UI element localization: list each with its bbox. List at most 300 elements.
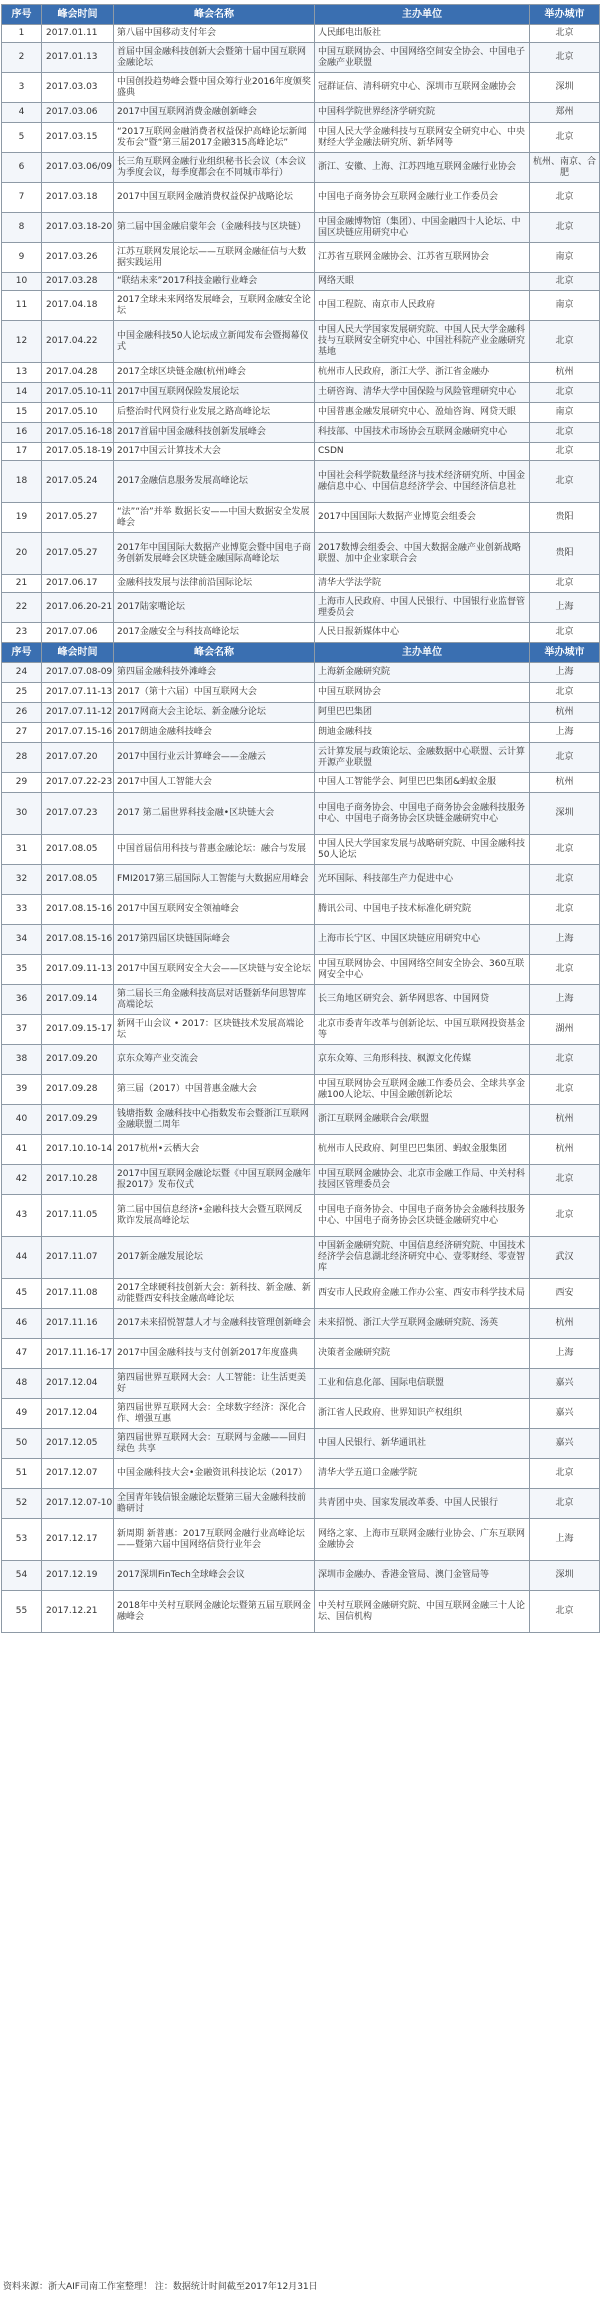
header-name: 峰会名称: [114, 643, 315, 663]
cell-date: 2017.03.06/09: [42, 153, 114, 183]
cell-host: 云计算发展与政策论坛、金融数据中心联盟、云计算开源产业联盟: [315, 743, 530, 773]
cell-host: 江苏省互联网金融协会、江苏省互联网协会: [315, 243, 530, 273]
cell-host: 中国金融博物馆（集团）、中国金融四十人论坛、中国区块链应用研究中心: [315, 213, 530, 243]
cell-host: 2017数博会组委会、中国大数据金融产业创新战略联盟、加中企业家联合会: [315, 533, 530, 575]
cell-date: 2017.03.18-20: [42, 213, 114, 243]
cell-city: 南京: [530, 403, 600, 423]
cell-no: 1: [2, 25, 42, 43]
cell-host: 杭州市人民政府，浙江大学、浙江省金融办: [315, 363, 530, 383]
cell-name: 2017中国人工智能大会: [114, 773, 315, 793]
cell-city: 北京: [530, 25, 600, 43]
cell-name: 第二届长三角金融科技高层对话暨新华问思智库高端论坛: [114, 985, 315, 1015]
cell-no: 35: [2, 955, 42, 985]
cell-name: 2017新金融发展论坛: [114, 1237, 315, 1279]
cell-date: 2017.07.11-12: [42, 703, 114, 723]
cell-city: 上海: [530, 1519, 600, 1561]
cell-city: 深圳: [530, 73, 600, 103]
cell-host: CSDN: [315, 443, 530, 461]
cell-date: 2017.03.26: [42, 243, 114, 273]
cell-no: 11: [2, 291, 42, 321]
cell-date: 2017.07.20: [42, 743, 114, 773]
cell-city: 北京: [530, 865, 600, 895]
table-row: [2, 1135, 600, 1165]
cell-city: 杭州: [530, 1135, 600, 1165]
cell-city: 杭州: [530, 703, 600, 723]
table-row: [2, 835, 600, 865]
cell-no: 27: [2, 723, 42, 743]
table-row: [2, 1399, 600, 1429]
cell-no: 22: [2, 593, 42, 623]
header-host: 主办单位: [315, 643, 530, 663]
cell-no: 16: [2, 423, 42, 443]
cell-name: 京东众筹产业交流会: [114, 1045, 315, 1075]
table-row: [2, 925, 600, 955]
cell-name: 中国首届信用科技与普惠金融论坛：融合与发展: [114, 835, 315, 865]
cell-no: 48: [2, 1369, 42, 1399]
cell-name: 首届中国金融科技创新大会暨第十届中国互联网金融论坛: [114, 43, 315, 73]
cell-city: 上海: [530, 593, 600, 623]
cell-host: 冠群证信、清科研究中心、深圳市互联网金融协会: [315, 73, 530, 103]
cell-city: 武汉: [530, 1237, 600, 1279]
cell-name: 2017中国互联网安全大会——区块链与安全论坛: [114, 955, 315, 985]
cell-date: 2017.06.20-21: [42, 593, 114, 623]
cell-no: 14: [2, 383, 42, 403]
table-row: [2, 1561, 600, 1591]
cell-name: “法”“治”并举 数据长安——中国大数据安全发展峰会: [114, 503, 315, 533]
table-row: [2, 1075, 600, 1105]
cell-no: 45: [2, 1279, 42, 1309]
cell-date: 2017.09.11-13: [42, 955, 114, 985]
cell-date: 2017.05.10: [42, 403, 114, 423]
cell-name: 2017 第二届世界科技金融•区块链大会: [114, 793, 315, 835]
table-row: [2, 743, 600, 773]
cell-host: 中国普惠金融发展研究中心、盈灿咨询、网贷天眼: [315, 403, 530, 423]
header-city: 举办城市: [530, 643, 600, 663]
cell-host: 中国电子商务协会互联网金融行业工作委员会: [315, 183, 530, 213]
cell-no: 40: [2, 1105, 42, 1135]
table-row: [2, 793, 600, 835]
cell-name: 2017陆家嘴论坛: [114, 593, 315, 623]
table-row: [2, 461, 600, 503]
cell-name: 2017中国互联网金融消费权益保护战略论坛: [114, 183, 315, 213]
cell-host: 朗迪金融科技: [315, 723, 530, 743]
cell-no: 54: [2, 1561, 42, 1591]
table-row: [2, 123, 600, 153]
table-row: [2, 73, 600, 103]
cell-date: 2017.08.05: [42, 835, 114, 865]
cell-name: 2017未来招悦智慧人才与金融科技管理创新峰会: [114, 1309, 315, 1339]
table-row: [2, 183, 600, 213]
cell-name: 2017年中国国际大数据产业博览会暨中国电子商务创新发展峰会区块链金融国际高峰论坛: [114, 533, 315, 575]
cell-date: 2017.05.18-19: [42, 443, 114, 461]
cell-city: 郑州: [530, 103, 600, 123]
cell-city: 杭州: [530, 1309, 600, 1339]
cell-date: 2017.07.15-16: [42, 723, 114, 743]
cell-no: 18: [2, 461, 42, 503]
table-row: [2, 1591, 600, 1633]
cell-city: 北京: [530, 1591, 600, 1633]
cell-name: 2017杭州•云栖大会: [114, 1135, 315, 1165]
cell-city: 嘉兴: [530, 1399, 600, 1429]
cell-no: 21: [2, 575, 42, 593]
cell-no: 46: [2, 1309, 42, 1339]
cell-date: 2017.09.14: [42, 985, 114, 1015]
cell-date: 2017.12.05: [42, 1429, 114, 1459]
cell-city: 北京: [530, 1489, 600, 1519]
cell-host: 未来招悦、浙江大学互联网金融研究院、汤英: [315, 1309, 530, 1339]
table-row: [2, 153, 600, 183]
table-row: [2, 1237, 600, 1279]
cell-name: 2017深圳FinTech全球峰会会议: [114, 1561, 315, 1591]
cell-date: 2017.11.05: [42, 1195, 114, 1237]
cell-date: 2017.11.16: [42, 1309, 114, 1339]
cell-no: 36: [2, 985, 42, 1015]
cell-name: 第二届中国信息经济•金融科技大会暨互联网反欺诈发展高峰论坛: [114, 1195, 315, 1237]
summit-table: [1, 4, 600, 1633]
cell-name: 2017全球未来网络发展峰会，互联网金融安全论坛: [114, 291, 315, 321]
cell-city: 北京: [530, 461, 600, 503]
cell-host: 2017中国国际大数据产业博览会组委会: [315, 503, 530, 533]
cell-no: 51: [2, 1459, 42, 1489]
header-date: 峰会时间: [42, 643, 114, 663]
cell-name: 第三届（2017）中国普惠金融大会: [114, 1075, 315, 1105]
cell-name: 后整治时代网贷行业发展之路高峰论坛: [114, 403, 315, 423]
cell-host: 清华大学法学院: [315, 575, 530, 593]
cell-host: 浙江省人民政府、世界知识产权组织: [315, 1399, 530, 1429]
cell-date: 2017.12.21: [42, 1591, 114, 1633]
table-row: [2, 1165, 600, 1195]
cell-host: 北京市委青年改革与创新论坛、中国互联网投资基金等: [315, 1015, 530, 1045]
cell-date: 2017.09.15-17: [42, 1015, 114, 1045]
cell-name: 2017金融安全与科技高峰论坛: [114, 623, 315, 643]
header-date: 峰会时间: [42, 5, 114, 25]
table-row: [2, 503, 600, 533]
cell-host: 中关村互联网金融研究院、中国互联网金融三十人论坛、国信机构: [315, 1591, 530, 1633]
cell-host: 中国互联网协会互联网金融工作委员会、全球共享金融100人论坛、中国金融创新论坛: [315, 1075, 530, 1105]
cell-date: 2017.08.15-16: [42, 895, 114, 925]
cell-city: 北京: [530, 683, 600, 703]
cell-host: 土研咨询、清华大学中国保险与风险管理研究中心: [315, 383, 530, 403]
cell-name: 第四届金融科技外滩峰会: [114, 663, 315, 683]
cell-host: 中国电子商务协会、中国电子商务协会金融科技服务中心、中国电子商务协会区块链金融研究中心: [315, 793, 530, 835]
table-row: [2, 985, 600, 1015]
cell-date: 2017.10.10-14: [42, 1135, 114, 1165]
cell-city: 北京: [530, 123, 600, 153]
cell-name: 新周期 新普惠：2017互联网金融行业高峰论坛——暨第六届中国网络信贷行业年会: [114, 1519, 315, 1561]
cell-name: 2017中国互联网金融论坛暨《中国互联网金融年报2017》发布仪式: [114, 1165, 315, 1195]
table-row: [2, 865, 600, 895]
table-row: [2, 1369, 600, 1399]
cell-name: 第二届中国金融启蒙年会（金融科技与区块链）: [114, 213, 315, 243]
cell-host: 中国互联网协会、中国网络空间安全协会、360互联网安全中心: [315, 955, 530, 985]
cell-host: 中国互联网协会: [315, 683, 530, 703]
table-row: [2, 443, 600, 461]
cell-host: 深圳市金融办、香港金管局、澳门金管局等: [315, 1561, 530, 1591]
cell-no: 31: [2, 835, 42, 865]
cell-date: 2017.12.19: [42, 1561, 114, 1591]
cell-host: 腾讯公司、中国电子技术标准化研究院: [315, 895, 530, 925]
table-row: [2, 593, 600, 623]
cell-no: 28: [2, 743, 42, 773]
cell-name: 钱塘指数 金融科技中心指数发布会暨浙江互联网金融联盟二周年: [114, 1105, 315, 1135]
cell-no: 53: [2, 1519, 42, 1561]
cell-date: 2017.11.08: [42, 1279, 114, 1309]
cell-date: 2017.04.18: [42, 291, 114, 321]
cell-name: 2017金融信息服务发展高峰论坛: [114, 461, 315, 503]
cell-no: 10: [2, 273, 42, 291]
table-row: [2, 1015, 600, 1045]
cell-no: 39: [2, 1075, 42, 1105]
source-note: 资料来源：浙大AIF司南工作室整理！ 注：数据统计时间截至2017年12月31日: [3, 2282, 318, 2292]
cell-date: 2017.05.24: [42, 461, 114, 503]
header-no: 序号: [2, 5, 42, 25]
table-row: [2, 43, 600, 73]
table-header-row: [2, 5, 600, 25]
cell-no: 33: [2, 895, 42, 925]
cell-no: 5: [2, 123, 42, 153]
cell-name: 新网干山会议 • 2017：区块链技术发展高端论坛: [114, 1015, 315, 1045]
header-city: 举办城市: [530, 5, 600, 25]
cell-no: 7: [2, 183, 42, 213]
cell-no: 25: [2, 683, 42, 703]
table-row: [2, 683, 600, 703]
cell-city: 杭州: [530, 363, 600, 383]
table-row: [2, 723, 600, 743]
cell-host: 京东众筹、三角形科技、枫源文化传媒: [315, 1045, 530, 1075]
cell-no: 12: [2, 321, 42, 363]
cell-name: 2017全球区块链金融(杭州)峰会: [114, 363, 315, 383]
table-row: [2, 25, 600, 43]
cell-date: 2017.03.03: [42, 73, 114, 103]
table-row: [2, 1279, 600, 1309]
cell-city: 杭州、南京、合肥: [530, 153, 600, 183]
cell-city: 湖州: [530, 1015, 600, 1045]
cell-city: 北京: [530, 273, 600, 291]
cell-name: 全国青年钱信银金融论坛暨第三届大金融科技前瞻研讨: [114, 1489, 315, 1519]
cell-city: 北京: [530, 443, 600, 461]
cell-host: 中国人工智能学会、阿里巴巴集团&蚂蚁金服: [315, 773, 530, 793]
cell-no: 9: [2, 243, 42, 273]
cell-date: 2017.09.20: [42, 1045, 114, 1075]
table-row: [2, 423, 600, 443]
table-row: [2, 321, 600, 363]
cell-name: 2017网商大会主论坛、新金融分论坛: [114, 703, 315, 723]
cell-name: 2017中国行业云计算峰会——金融云: [114, 743, 315, 773]
cell-host: 中国电子商务协会、中国电子商务协会金融科技服务中心、中国电子商务协会区块链金融研究中心: [315, 1195, 530, 1237]
cell-city: 北京: [530, 623, 600, 643]
cell-host: 人民日报新媒体中心: [315, 623, 530, 643]
table-row: [2, 703, 600, 723]
cell-name: 长三角互联网金融行业组织秘书长会议（本会议为季度会议，每季度都会在不同城市举行）: [114, 153, 315, 183]
cell-no: 23: [2, 623, 42, 643]
cell-date: 2017.07.11-13: [42, 683, 114, 703]
cell-date: 2017.07.06: [42, 623, 114, 643]
cell-host: 网络天眼: [315, 273, 530, 291]
cell-date: 2017.05.27: [42, 533, 114, 575]
cell-name: 金融科技发展与法律前沿国际论坛: [114, 575, 315, 593]
cell-city: 北京: [530, 183, 600, 213]
cell-name: 中国金融科技大会•金融资讯科技论坛（2017）: [114, 1459, 315, 1489]
table-row: [2, 243, 600, 273]
cell-date: 2017.09.29: [42, 1105, 114, 1135]
cell-name: 2017中国互联网消费金融创新峰会: [114, 103, 315, 123]
cell-host: 上海新金融研究院: [315, 663, 530, 683]
table-row: [2, 1519, 600, 1561]
cell-host: 共青团中央、国家发展改革委、中国人民银行: [315, 1489, 530, 1519]
cell-host: 中国互联网金融协会、北京市金融工作局、中关村科技园区管理委员会: [315, 1165, 530, 1195]
cell-name: 2017第四届区块链国际峰会: [114, 925, 315, 955]
cell-city: 南京: [530, 243, 600, 273]
cell-no: 50: [2, 1429, 42, 1459]
cell-host: 网络之家、上海市互联网金融行业协会、广东互联网金融协会: [315, 1519, 530, 1561]
cell-name: 2017中国互联网安全领袖峰会: [114, 895, 315, 925]
cell-date: 2017.03.28: [42, 273, 114, 291]
cell-name: 中国创投趋势峰会暨中国众筹行业2016年度颁奖盛典: [114, 73, 315, 103]
cell-name: 2017中国云计算技术大会: [114, 443, 315, 461]
cell-host: 中国互联网协会、中国网络空间安全协会、中国电子金融产业联盟: [315, 43, 530, 73]
cell-no: 49: [2, 1399, 42, 1429]
table-row: [2, 895, 600, 925]
cell-date: 2017.10.28: [42, 1165, 114, 1195]
table-row: [2, 1045, 600, 1075]
cell-no: 29: [2, 773, 42, 793]
cell-host: 清华大学五道口金融学院: [315, 1459, 530, 1489]
cell-city: 深圳: [530, 793, 600, 835]
cell-no: 19: [2, 503, 42, 533]
cell-date: 2017.12.07-10: [42, 1489, 114, 1519]
cell-host: 中国人民银行、新华通讯社: [315, 1429, 530, 1459]
cell-city: 嘉兴: [530, 1369, 600, 1399]
cell-no: 26: [2, 703, 42, 723]
cell-date: 2017.12.07: [42, 1459, 114, 1489]
cell-no: 20: [2, 533, 42, 575]
cell-no: 38: [2, 1045, 42, 1075]
cell-date: 2017.12.04: [42, 1399, 114, 1429]
cell-name: 2017中国互联网保险发展论坛: [114, 383, 315, 403]
cell-date: 2017.07.08-09: [42, 663, 114, 683]
cell-host: 长三角地区研究会、新华网思客、中国网贷: [315, 985, 530, 1015]
cell-date: 2017.07.22-23: [42, 773, 114, 793]
table-row: [2, 533, 600, 575]
cell-date: 2017.03.06: [42, 103, 114, 123]
cell-city: 嘉兴: [530, 1429, 600, 1459]
cell-city: 北京: [530, 835, 600, 865]
cell-host: 中国人民大学金融科技与互联网安全研究中心、中央财经大学金融法研究所、新华网等: [315, 123, 530, 153]
cell-no: 13: [2, 363, 42, 383]
cell-host: 中国人民大学国家发展研究院、中国人民大学金融科技与互联网安全研究中心、中国社科院产业金融研究基地: [315, 321, 530, 363]
cell-name: “2017互联网金融消费者权益保护高峰论坛新闻发布会”暨“第三届2017金融315高峰论坛”: [114, 123, 315, 153]
cell-host: 科技部、中国技术市场协会互联网金融研究中心: [315, 423, 530, 443]
cell-city: 西安: [530, 1279, 600, 1309]
cell-name: 2017朗迪金融科技峰会: [114, 723, 315, 743]
cell-city: 上海: [530, 1339, 600, 1369]
table-row: [2, 1459, 600, 1489]
cell-city: 贵阳: [530, 503, 600, 533]
cell-no: 52: [2, 1489, 42, 1519]
cell-date: 2017.03.15: [42, 123, 114, 153]
cell-date: 2017.04.22: [42, 321, 114, 363]
table-row: [2, 403, 600, 423]
cell-host: 杭州市人民政府、阿里巴巴集团、蚂蚁金服集团: [315, 1135, 530, 1165]
cell-name: 2018年中关村互联网金融论坛暨第五届互联网金融峰会: [114, 1591, 315, 1633]
cell-city: 深圳: [530, 1561, 600, 1591]
cell-date: 2017.08.15-16: [42, 925, 114, 955]
cell-host: 工业和信息化部、国际电信联盟: [315, 1369, 530, 1399]
cell-date: 2017.09.28: [42, 1075, 114, 1105]
cell-city: 上海: [530, 723, 600, 743]
cell-name: 中国金融科技50人论坛成立新闻发布会暨揭幕仪式: [114, 321, 315, 363]
cell-no: 44: [2, 1237, 42, 1279]
cell-date: 2017.07.23: [42, 793, 114, 835]
cell-date: 2017.05.16-18: [42, 423, 114, 443]
cell-no: 55: [2, 1591, 42, 1633]
cell-host: 阿里巴巴集团: [315, 703, 530, 723]
cell-host: 上海市长宁区、中国区块链应用研究中心: [315, 925, 530, 955]
cell-name: 第四届世界互联网大会：人工智能：让生活更美好: [114, 1369, 315, 1399]
cell-name: 2017（第十六届）中国互联网大会: [114, 683, 315, 703]
cell-no: 34: [2, 925, 42, 955]
cell-no: 37: [2, 1015, 42, 1045]
cell-date: 2017.06.17: [42, 575, 114, 593]
header-name: 峰会名称: [114, 5, 315, 25]
cell-city: 杭州: [530, 1105, 600, 1135]
cell-host: 浙江、安徽、上海、江苏四地互联网金融行业协会: [315, 153, 530, 183]
table-row: [2, 273, 600, 291]
cell-city: 北京: [530, 895, 600, 925]
cell-city: 贵阳: [530, 533, 600, 575]
cell-date: 2017.08.05: [42, 865, 114, 895]
cell-city: 北京: [530, 1165, 600, 1195]
header-no: 序号: [2, 643, 42, 663]
cell-date: 2017.05.27: [42, 503, 114, 533]
table-row: [2, 383, 600, 403]
table-row: [2, 1195, 600, 1237]
cell-date: 2017.03.18: [42, 183, 114, 213]
cell-city: 北京: [530, 1195, 600, 1237]
cell-city: 杭州: [530, 773, 600, 793]
cell-city: 上海: [530, 985, 600, 1015]
cell-name: 第八届中国移动支付年会: [114, 25, 315, 43]
cell-no: 41: [2, 1135, 42, 1165]
cell-host: 中国人民大学国家发展与战略研究院、中国金融科技50人论坛: [315, 835, 530, 865]
cell-city: 北京: [530, 575, 600, 593]
cell-host: 浙江互联网金融联合会/联盟: [315, 1105, 530, 1135]
cell-no: 24: [2, 663, 42, 683]
cell-city: 北京: [530, 743, 600, 773]
cell-city: 北京: [530, 43, 600, 73]
table-row: [2, 1489, 600, 1519]
cell-host: 中国社会科学院数量经济与技术经济研究所、中国金融信息中心、中国信息经济学会、中国经济信息社: [315, 461, 530, 503]
cell-no: 47: [2, 1339, 42, 1369]
cell-name: 第四届世界互联网大会：互联网与金融——回归 绿色 共享: [114, 1429, 315, 1459]
cell-city: 北京: [530, 383, 600, 403]
cell-city: 南京: [530, 291, 600, 321]
table-header-row: [2, 643, 600, 663]
cell-date: 2017.11.07: [42, 1237, 114, 1279]
cell-city: 北京: [530, 213, 600, 243]
table-row: [2, 291, 600, 321]
cell-date: 2017.01.11: [42, 25, 114, 43]
cell-date: 2017.01.13: [42, 43, 114, 73]
header-host: 主办单位: [315, 5, 530, 25]
cell-no: 2: [2, 43, 42, 73]
cell-name: FMI2017第三届国际人工智能与大数据应用峰会: [114, 865, 315, 895]
cell-name: 江苏互联网发展论坛——互联网金融征信与大数据实践运用: [114, 243, 315, 273]
cell-no: 3: [2, 73, 42, 103]
cell-city: 北京: [530, 1075, 600, 1105]
cell-date: 2017.04.28: [42, 363, 114, 383]
table-row: [2, 363, 600, 383]
